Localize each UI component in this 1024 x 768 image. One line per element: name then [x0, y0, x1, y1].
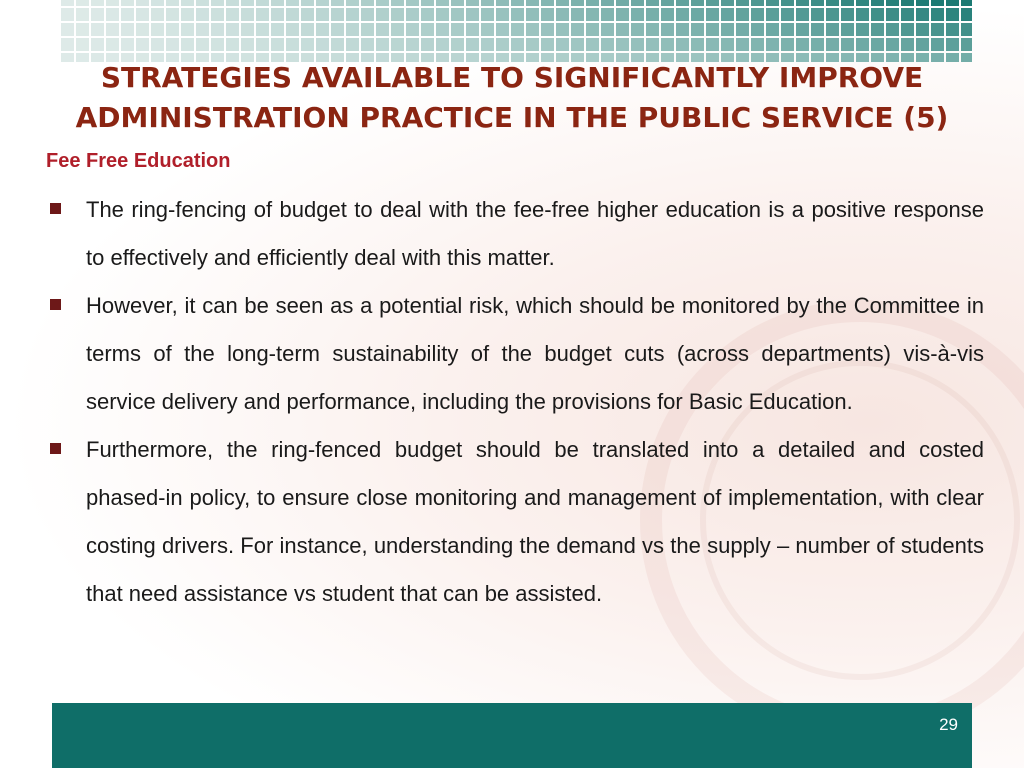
mosaic-tile [961, 0, 972, 6]
mosaic-tile [736, 38, 749, 51]
mosaic-tile [511, 38, 524, 51]
bullet-item [44, 426, 984, 618]
mosaic-tile [751, 0, 764, 6]
mosaic-tile [421, 23, 434, 36]
mosaic-tile [301, 23, 314, 36]
mosaic-tile [916, 38, 929, 51]
mosaic-tile [811, 23, 824, 36]
mosaic-tile [196, 8, 209, 21]
mosaic-tile [901, 0, 914, 6]
mosaic-tile [301, 38, 314, 51]
mosaic-tile [646, 8, 659, 21]
page-number: 29 [939, 715, 958, 734]
mosaic-tile [526, 8, 539, 21]
mosaic-tile [121, 23, 134, 36]
mosaic-tile [916, 23, 929, 36]
mosaic-tile [691, 0, 704, 6]
mosaic-tile [541, 8, 554, 21]
mosaic-tile [721, 38, 734, 51]
top-mosaic-banner [60, 0, 972, 62]
mosaic-tile [871, 23, 884, 36]
mosaic-tile [121, 8, 134, 21]
mosaic-tile [436, 38, 449, 51]
mosaic-tile [706, 38, 719, 51]
mosaic-tile [721, 0, 734, 6]
mosaic-tile [481, 38, 494, 51]
slide-title: STRATEGIES AVAILABLE TO SIGNIFICANTLY IMPROVE ADMINISTRATION PRACTICE IN THE PUBLIC SERVICE (5) [75, 61, 949, 134]
mosaic-tile [496, 38, 509, 51]
mosaic-tile [346, 38, 359, 51]
mosaic-tile [916, 8, 929, 21]
mosaic-tile [931, 8, 944, 21]
mosaic-tile [301, 0, 314, 6]
mosaic-tile [766, 38, 779, 51]
mosaic-tile [616, 38, 629, 51]
square-bullet-icon [50, 203, 61, 214]
mosaic-tile [121, 38, 134, 51]
mosaic-tile [571, 38, 584, 51]
mosaic-tile [466, 8, 479, 21]
mosaic-tile [286, 38, 299, 51]
footer-band [52, 703, 972, 768]
mosaic-tile [181, 0, 194, 6]
mosaic-tile [961, 8, 972, 21]
mosaic-tile [796, 23, 809, 36]
mosaic-tile [556, 8, 569, 21]
mosaic-tile [931, 23, 944, 36]
mosaic-tile [766, 23, 779, 36]
mosaic-tile [331, 0, 344, 6]
mosaic-tile [256, 8, 269, 21]
mosaic-tile [586, 0, 599, 6]
mosaic-tile [646, 0, 659, 6]
mosaic-tile [841, 0, 854, 6]
mosaic-tile [376, 38, 389, 51]
mosaic-tile [211, 38, 224, 51]
mosaic-tile [436, 0, 449, 6]
mosaic-tile [841, 23, 854, 36]
mosaic-tile [346, 8, 359, 21]
mosaic-tile [391, 0, 404, 6]
mosaic-tile [346, 23, 359, 36]
mosaic-tile [661, 23, 674, 36]
mosaic-tile [256, 38, 269, 51]
mosaic-tile [631, 0, 644, 6]
mosaic-tile [511, 23, 524, 36]
mosaic-tile [961, 23, 972, 36]
mosaic-tile [436, 23, 449, 36]
mosaic-tile [826, 8, 839, 21]
mosaic-tile [181, 38, 194, 51]
mosaic-tile [241, 23, 254, 36]
mosaic-tile [526, 23, 539, 36]
mosaic-tile [361, 0, 374, 6]
mosaic-tile [76, 8, 89, 21]
mosaic-tile [691, 38, 704, 51]
mosaic-tile [901, 38, 914, 51]
mosaic-tile [301, 8, 314, 21]
mosaic-tile [901, 23, 914, 36]
mosaic-tile [781, 38, 794, 51]
mosaic-tile [931, 38, 944, 51]
mosaic-tile [136, 8, 149, 21]
mosaic-tile [796, 38, 809, 51]
mosaic-tile [901, 8, 914, 21]
mosaic-tile [781, 23, 794, 36]
mosaic-tile [631, 8, 644, 21]
mosaic-tile [151, 38, 164, 51]
mosaic-tile [91, 8, 104, 21]
mosaic-tile [616, 0, 629, 6]
mosaic-tile [466, 23, 479, 36]
mosaic-tile [856, 0, 869, 6]
mosaic-tile [856, 23, 869, 36]
mosaic-tile [91, 23, 104, 36]
mosaic-tile [886, 0, 899, 6]
mosaic-tile [466, 0, 479, 6]
mosaic-tile [286, 8, 299, 21]
mosaic-tile [421, 0, 434, 6]
mosaic-tile [226, 8, 239, 21]
mosaic-tile [676, 8, 689, 21]
mosaic-tile [76, 38, 89, 51]
mosaic-tile [706, 0, 719, 6]
mosaic-tile [676, 38, 689, 51]
mosaic-tile [946, 8, 959, 21]
mosaic-tile [466, 38, 479, 51]
mosaic-tile [136, 23, 149, 36]
mosaic-tile [331, 23, 344, 36]
mosaic-tile [136, 38, 149, 51]
mosaic-tile [406, 38, 419, 51]
mosaic-tile [451, 8, 464, 21]
bullet-item [44, 186, 984, 282]
mosaic-tile [946, 23, 959, 36]
mosaic-tile [601, 23, 614, 36]
mosaic-tile [106, 38, 119, 51]
mosaic-tile [211, 8, 224, 21]
mosaic-tile [166, 0, 179, 6]
mosaic-tile [496, 0, 509, 6]
mosaic-tile [166, 23, 179, 36]
mosaic-tile [226, 0, 239, 6]
mosaic-tile [796, 8, 809, 21]
mosaic-tile [271, 8, 284, 21]
mosaic-tile [766, 8, 779, 21]
mosaic-tile [451, 23, 464, 36]
mosaic-tile [406, 0, 419, 6]
mosaic-tile [151, 8, 164, 21]
mosaic-tile [196, 38, 209, 51]
mosaic-tile [286, 0, 299, 6]
mosaic-tile [841, 8, 854, 21]
mosaic-tile [526, 0, 539, 6]
mosaic-tile [361, 8, 374, 21]
mosaic-tile [331, 8, 344, 21]
mosaic-tile [196, 0, 209, 6]
mosaic-tile [61, 38, 74, 51]
mosaic-tile [376, 23, 389, 36]
mosaic-tile [196, 23, 209, 36]
mosaic-tile [121, 0, 134, 6]
mosaic-tile [751, 8, 764, 21]
mosaic-tile [526, 38, 539, 51]
mosaic-tile [886, 8, 899, 21]
mosaic-tile [811, 0, 824, 6]
section-subheading: Fee Free Education [46, 150, 231, 172]
mosaic-tile [481, 0, 494, 6]
mosaic-tile [586, 23, 599, 36]
mosaic-tile [166, 8, 179, 21]
mosaic-tile [661, 38, 674, 51]
mosaic-tile [886, 23, 899, 36]
mosaic-tile [316, 23, 329, 36]
mosaic-tile [646, 23, 659, 36]
mosaic-tile [226, 38, 239, 51]
mosaic-tile [421, 8, 434, 21]
mosaic-tile [256, 23, 269, 36]
mosaic-tile [136, 0, 149, 6]
mosaic-tile [721, 23, 734, 36]
mosaic-tile [316, 0, 329, 6]
mosaic-tile [151, 0, 164, 6]
mosaic-tile [601, 38, 614, 51]
mosaic-tile [271, 23, 284, 36]
mosaic-tile [886, 38, 899, 51]
mosaic-tile [181, 23, 194, 36]
mosaic-tile [241, 8, 254, 21]
mosaic-tile [391, 23, 404, 36]
mosaic-tile [406, 8, 419, 21]
mosaic-tile [211, 23, 224, 36]
mosaic-tile [481, 8, 494, 21]
mosaic-tile [676, 23, 689, 36]
mosaic-tile [721, 8, 734, 21]
mosaic-tile [556, 23, 569, 36]
mosaic-tile [61, 23, 74, 36]
mosaic-tile [91, 0, 104, 6]
mosaic-tile [571, 8, 584, 21]
mosaic-tile [316, 38, 329, 51]
mosaic-tile [541, 0, 554, 6]
mosaic-tile [541, 23, 554, 36]
mosaic-tile [631, 38, 644, 51]
mosaic-tile [826, 23, 839, 36]
mosaic-tile [871, 8, 884, 21]
mosaic-tile [391, 38, 404, 51]
mosaic-tile [826, 38, 839, 51]
mosaic-tile [781, 0, 794, 6]
mosaic-tile [736, 23, 749, 36]
mosaic-tile [811, 38, 824, 51]
mosaic-tile [676, 0, 689, 6]
mosaic-tile [226, 23, 239, 36]
bullet-list [44, 186, 984, 618]
bullet-text: However, it can be seen as a potential risk, which should be monitored by the Committee in terms of the long-term sustainability of the budget cuts (across departments) vis-à-vis service delivery and performance, including the provisions for Basic Education. [86, 293, 984, 414]
mosaic-tile [511, 8, 524, 21]
square-bullet-icon [50, 299, 61, 310]
mosaic-tile [946, 0, 959, 6]
mosaic-tile [871, 0, 884, 6]
mosaic-tile [91, 38, 104, 51]
mosaic-tile [796, 0, 809, 6]
mosaic-tile [646, 38, 659, 51]
mosaic-tile [556, 0, 569, 6]
mosaic-tile [856, 8, 869, 21]
mosaic-tile [61, 8, 74, 21]
mosaic-tile [241, 38, 254, 51]
mosaic-tile [376, 8, 389, 21]
mosaic-tile [181, 8, 194, 21]
mosaic-tile [751, 23, 764, 36]
mosaic-tile [376, 0, 389, 6]
mosaic-tile [496, 8, 509, 21]
mosaic-tile [211, 0, 224, 6]
mosaic-tile [361, 38, 374, 51]
mosaic-tile [616, 23, 629, 36]
mosaic-tile [391, 8, 404, 21]
mosaic-tile [586, 8, 599, 21]
mosaic-tile [451, 0, 464, 6]
mosaic-tile [601, 0, 614, 6]
bullet-text: The ring-fencing of budget to deal with the fee-free higher education is a positive response to effectively and efficiently deal with this matter. [86, 197, 984, 270]
mosaic-tile [451, 38, 464, 51]
mosaic-tile [856, 38, 869, 51]
mosaic-tile [166, 38, 179, 51]
mosaic-tile [571, 0, 584, 6]
mosaic-tile [271, 38, 284, 51]
mosaic-tile [961, 38, 972, 51]
mosaic-tile [346, 0, 359, 6]
square-bullet-icon [50, 443, 61, 454]
mosaic-tile [601, 8, 614, 21]
mosaic-tile [871, 38, 884, 51]
mosaic-tile [106, 23, 119, 36]
mosaic-tile [316, 8, 329, 21]
mosaic-tile [616, 8, 629, 21]
mosaic-tile [76, 0, 89, 6]
bullet-item [44, 282, 984, 426]
mosaic-tile [931, 0, 944, 6]
mosaic-tile [421, 38, 434, 51]
mosaic-tile [706, 8, 719, 21]
mosaic-tile [331, 38, 344, 51]
mosaic-tile [706, 23, 719, 36]
mosaic-tile [151, 23, 164, 36]
mosaic-tile [76, 23, 89, 36]
mosaic-tile [736, 0, 749, 6]
mosaic-tile [571, 23, 584, 36]
mosaic-tile [61, 0, 74, 6]
mosaic-tile [661, 0, 674, 6]
mosaic-tile [361, 23, 374, 36]
mosaic-tile [946, 38, 959, 51]
mosaic-tile [691, 8, 704, 21]
mosaic-tile [106, 0, 119, 6]
mosaic-tile [781, 8, 794, 21]
mosaic-tile [661, 8, 674, 21]
mosaic-tile [106, 8, 119, 21]
mosaic-tile [406, 23, 419, 36]
mosaic-tile [826, 0, 839, 6]
bullet-text: Furthermore, the ring-fenced budget should be translated into a detailed and costed phased-in policy, to ensure close monitoring and management of implementation, with clear costing drivers. For instance, understanding the demand vs the supply – number of students that need assistance vs student that can be assisted. [86, 437, 984, 606]
mosaic-tile [496, 23, 509, 36]
mosaic-tile [691, 23, 704, 36]
mosaic-tile [916, 0, 929, 6]
mosaic-tile [271, 0, 284, 6]
mosaic-tile [736, 8, 749, 21]
mosaic-tile [286, 23, 299, 36]
mosaic-tile [436, 8, 449, 21]
mosaic-tile [766, 0, 779, 6]
mosaic-tile [481, 23, 494, 36]
mosaic-tile [256, 0, 269, 6]
mosaic-tile [631, 23, 644, 36]
mosaic-tile [751, 38, 764, 51]
mosaic-tile [241, 0, 254, 6]
mosaic-tile [511, 0, 524, 6]
mosaic-tile [586, 38, 599, 51]
mosaic-tile [811, 8, 824, 21]
mosaic-tile [556, 38, 569, 51]
mosaic-tile [541, 38, 554, 51]
mosaic-tile [841, 38, 854, 51]
